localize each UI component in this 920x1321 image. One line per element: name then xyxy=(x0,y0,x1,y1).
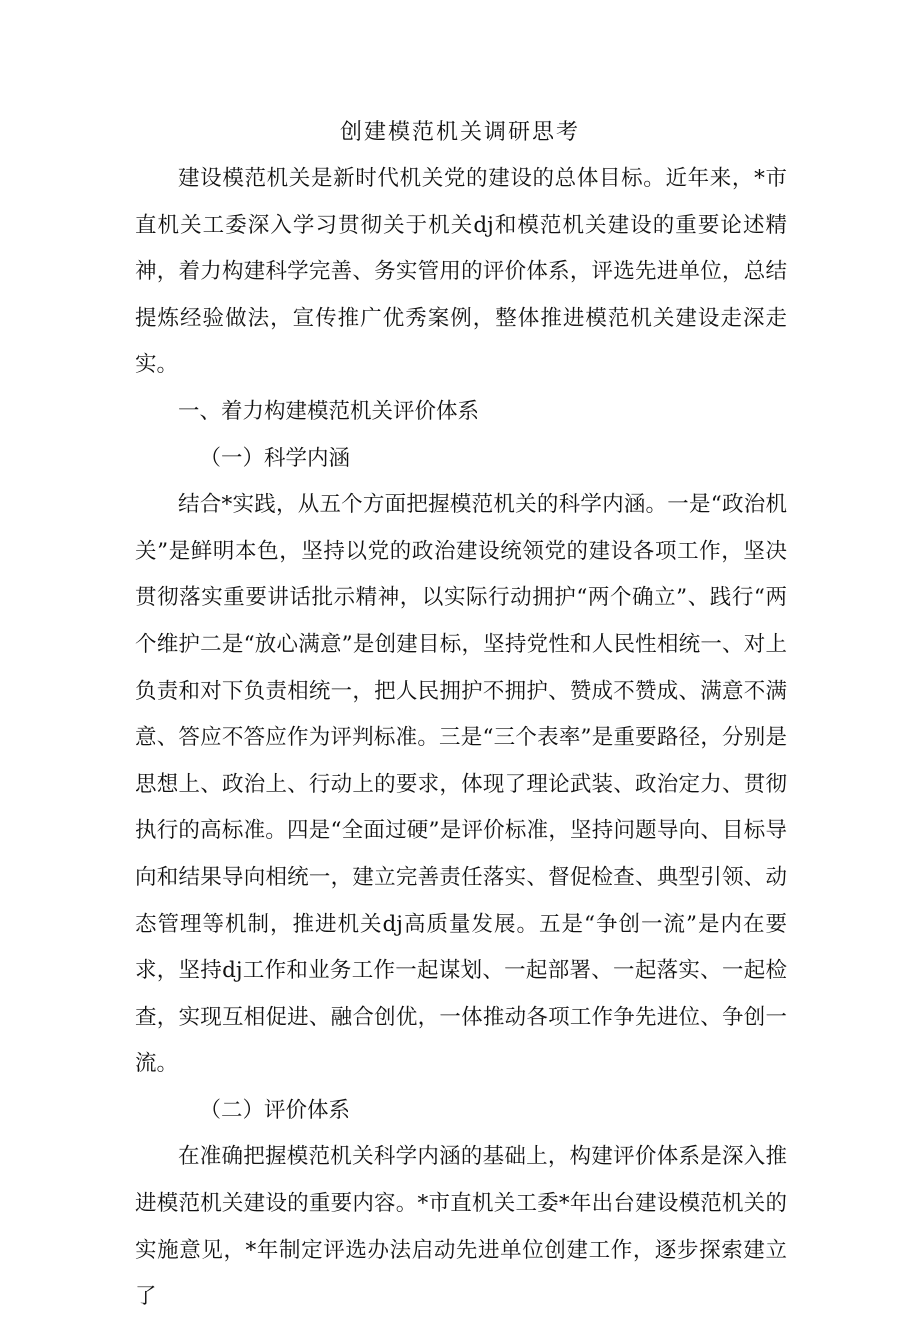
content-paragraph-2: 在准确把握模范机关科学内涵的基础上，构建评价体系是深入推进模范机关建设的重要内容。*市直机关工委*年出台建设模范机关的实施意见，*年制定评选办法启动先进单位创建工作，逐步探索建立了 xyxy=(135,1144,787,1310)
subsection-heading-2: （二）评价体系 xyxy=(199,1097,351,1123)
intro-paragraph: 建设模范机关是新时代机关党的建设的总体目标。近年来，*市直机关工委深入学习贯彻关于机关dj和模范机关建设的重要论述精神，着力构建科学完善、务实管用的评价体系，评选先进单位，总结提炼经验做法，宣传推广优秀案例，整体推进模范机关建设走深走实。 xyxy=(135,166,787,378)
document-title: 创建模范机关调研思考 xyxy=(339,120,580,145)
subsection-heading-1: （一）科学内涵 xyxy=(199,445,351,471)
section-heading-1: 一、着力构建模范机关评价体系 xyxy=(178,398,480,424)
content-paragraph-1: 结合*实践，从五个方面把握模范机关的科学内涵。一是“政治机关”是鲜明本色，坚持以党的政治建设统领党的建设各项工作，坚决贯彻落实重要讲话批示精神，以实际行动拥护“两个确立”、践行“两个维护二是“放心满意”是创建目标，坚持党性和人民性相统一、对上负责和对下负责相统一，把人民拥护不拥护、赞成不赞成、满意不满意、答应不答应作为评判标准。三是“三个表率”是重要路径，分别是思想上、政治上、行动上的要求，体现了理论武装、政治定力、贯彻执行的高标准。四是“全面过硬”是评价标准，坚持问题导向、目标导向和结果导向相统一，建立完善责任落实、督促检查、典型引领、动态管理等机制，推进机关dj高质量发展。五是“争创一流”是内在要求，坚持dj工作和业务工作一起谋划、一起部署、一起落实、一起检查，实现互相促进、融合创优，一体推动各项工作争先进位、争创一流。 xyxy=(135,492,787,1077)
document-body xyxy=(135,156,787,1321)
